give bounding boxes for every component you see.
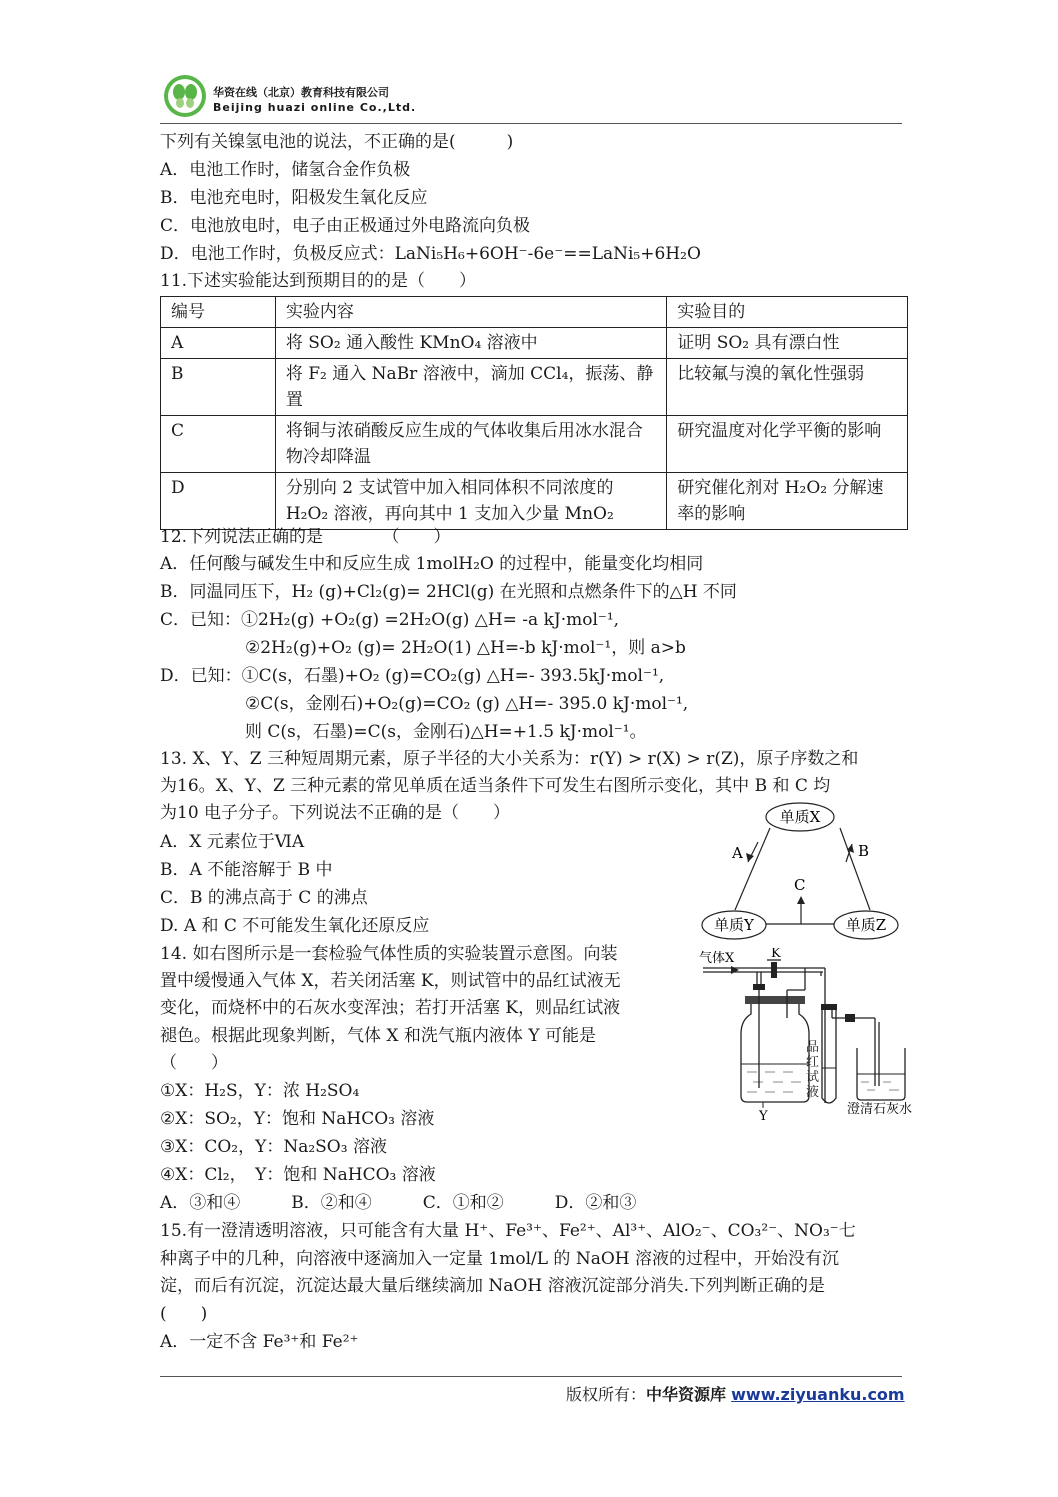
- table-row: [161, 473, 908, 530]
- table-cell: 研究温度对化学平衡的影响: [667, 416, 908, 473]
- q14-line-4: 褪色。根据此现象判断，气体 X 和洗气瓶内液体 Y 可能是: [160, 1026, 596, 1046]
- test-tube-label: 品红试液: [806, 1040, 820, 1100]
- element-triangle-diagram: [700, 800, 910, 945]
- table-cell: 分别向 2 支试管中加入相同体积不同浓度的 H₂O₂ 溶液，再向其中 1 支加入少量 MnO₂: [275, 473, 666, 530]
- table-cell: D: [161, 473, 276, 530]
- q11-stem: 11.下述实验能达到预期目的的是（ ）: [160, 271, 477, 291]
- q13-option-b: B．A 不能溶解于 B 中: [160, 860, 333, 880]
- q10-option-c: C．电池放电时，电子由正极通过外电路流向负极: [160, 216, 531, 236]
- q15-option-a: A．一定不含 Fe³⁺和 Fe²⁺: [160, 1332, 359, 1352]
- node-y-label: 单质Y: [714, 916, 754, 934]
- limewater-label: 澄清石灰水: [847, 1102, 913, 1117]
- footer-site-name: 中华资源库: [646, 1385, 727, 1404]
- q14-line-2: 置中缓慢通入气体 X，若关闭活塞 K，则试管中的品红试液无: [160, 971, 621, 991]
- q12-option-d-3: 则 C(s，石墨)=C(s，金刚石)△H=+1.5 kJ·mol⁻¹。: [245, 722, 647, 742]
- company-name-cn: 华资在线（北京）教育科技有限公司: [213, 86, 389, 99]
- node-x-label: 单质X: [779, 808, 821, 826]
- edge-b-label: B: [858, 842, 870, 860]
- q12-option-d-1: D．已知：①C(s，石墨)+O₂ (g)=CO₂(g) △H=- 393.5kJ·mol⁻¹,: [160, 666, 665, 686]
- q14-line-3: 变化，而烧杯中的石灰水变浑浊；若打开活塞 K，则品红试液: [160, 998, 621, 1018]
- header-rule: [160, 123, 902, 124]
- footer-rule: [160, 1376, 902, 1377]
- q12-option-c-1: C．已知：①2H₂(g) +O₂(g) =2H₂O(g) △H= -a kJ·mol⁻¹,: [160, 610, 620, 630]
- valve-k-label: K: [771, 948, 781, 961]
- q13-option-a: A．X 元素位于ⅥA: [160, 832, 305, 852]
- footer: [566, 1382, 905, 1405]
- company-name-en: Beijing huazi online Co.,Ltd.: [213, 101, 417, 114]
- experiment-table: [160, 296, 908, 530]
- q10-option-b: B．电池充电时，阳极发生氧化反应: [160, 188, 428, 208]
- q14-line-1: 14. 如右图所示是一套检验气体性质的实验装置示意图。向装: [160, 944, 618, 964]
- table-cell: 将 SO₂ 通入酸性 KMnO₄ 溶液中: [275, 328, 666, 359]
- table-cell: 将 F₂ 通入 NaBr 溶液中，滴加 CCl₄，振荡、静置: [275, 359, 666, 416]
- q12-option-a: A．任何酸与碱发生中和反应生成 1molH₂O 的过程中，能量变化均相同: [160, 554, 704, 574]
- table-header-cell: 实验目的: [667, 297, 908, 328]
- header-logo: [163, 74, 207, 118]
- q15-line-3: 淀，而后有沉淀，沉淀达最大量后继续滴加 NaOH 溶液沉淀部分消失.下列判断正确的是: [160, 1276, 825, 1296]
- table-cell: A: [161, 328, 276, 359]
- footer-url-link[interactable]: www.ziyuanku.com: [731, 1385, 905, 1404]
- q15-line-4: ( ): [160, 1304, 208, 1324]
- q12-option-b: B．同温同压下，H₂ (g)+Cl₂(g)= 2HCl(g) 在光照和点燃条件下的△H 不同: [160, 582, 737, 602]
- table-cell: 比较氟与溴的氧化性强弱: [667, 359, 908, 416]
- edge-c-label: C: [794, 876, 806, 894]
- table-cell: 研究催化剂对 H₂O₂ 分解速率的影响: [667, 473, 908, 530]
- q14-option-1: ①X：H₂S，Y：浓 H₂SO₄: [160, 1081, 360, 1101]
- q14-choices: A．③和④ B．②和④ C．①和② D．②和③: [160, 1193, 637, 1213]
- edge-a-label: A: [732, 844, 743, 862]
- q13-option-d: D. A 和 C 不可能发生氧化还原反应: [160, 916, 430, 936]
- q15-line-1: 15.有一澄清透明溶液，只可能含有大量 H⁺、Fe³⁺、Fe²⁺、Al³⁺、AlO₂⁻、CO₃²⁻、NO₃⁻七: [160, 1221, 856, 1241]
- q14-line-5: （ ）: [160, 1053, 228, 1073]
- q14-option-4: ④X：Cl₂， Y：饱和 NaHCO₃ 溶液: [160, 1165, 436, 1185]
- q10-stem: 下列有关镍氢电池的说法，不正确的是( ): [160, 132, 514, 152]
- table-header-cell: 实验内容: [275, 297, 666, 328]
- q12-stem: 12.下列说法正确的是 （ ）: [160, 527, 451, 547]
- q14-option-2: ②X：SO₂，Y：饱和 NaHCO₃ 溶液: [160, 1109, 435, 1129]
- q13-option-c: C．B 的沸点高于 C 的沸点: [160, 888, 368, 908]
- q14-option-3: ③X：CO₂，Y：Na₂SO₃ 溶液: [160, 1137, 387, 1157]
- q10-option-a: A．电池工作时，储氢合金作负极: [160, 160, 411, 180]
- butterfly-logo-icon: [163, 74, 207, 118]
- table-header-cell: 编号: [161, 297, 276, 328]
- table-row: [161, 359, 908, 416]
- table-row: [161, 328, 908, 359]
- q13-line-3: 为10 电子分子。下列说法不正确的是（ ）: [160, 803, 511, 823]
- table-row: [161, 416, 908, 473]
- table-cell: 将铜与浓硝酸反应生成的气体收集后用冰水混合物冷却降温: [275, 416, 666, 473]
- q12-option-c-2: ②2H₂(g)+O₂ (g)= 2H₂O(1) △H=-b kJ·mol⁻¹，则 a>b: [245, 638, 686, 658]
- q15-line-2: 种离子中的几种，向溶液中逐滴加入一定量 1mol/L 的 NaOH 溶液的过程中，开始没有沉: [160, 1249, 840, 1269]
- table-cell: C: [161, 416, 276, 473]
- q12-option-d-2: ②C(s，金刚石)+O₂(g)=CO₂ (g) △H=- 395.0 kJ·mol⁻¹,: [245, 694, 689, 714]
- table-header-row: [161, 297, 908, 328]
- q13-line-2: 为16。X、Y、Z 三种元素的常见单质在适当条件下可发生右图所示变化，其中 B 和 C 均: [160, 776, 831, 796]
- node-z-label: 单质Z: [845, 916, 887, 934]
- q10-option-d: D．电池工作时，负极反应式：LaNi₅H₆+6OH⁻-6e⁻==LaNi₅+6H₂O: [160, 244, 701, 264]
- q13-line-1: 13. X、Y、Z 三种短周期元素，原子半径的大小关系为：r(Y) > r(X) > r(Z)，原子序数之和: [160, 749, 859, 769]
- footer-label: 版权所有：: [566, 1385, 647, 1404]
- table-cell: 证明 SO₂ 具有漂白性: [667, 328, 908, 359]
- liquid-y-label: Y: [759, 1109, 768, 1123]
- table-cell: B: [161, 359, 276, 416]
- gas-x-label: 气体X: [699, 951, 735, 966]
